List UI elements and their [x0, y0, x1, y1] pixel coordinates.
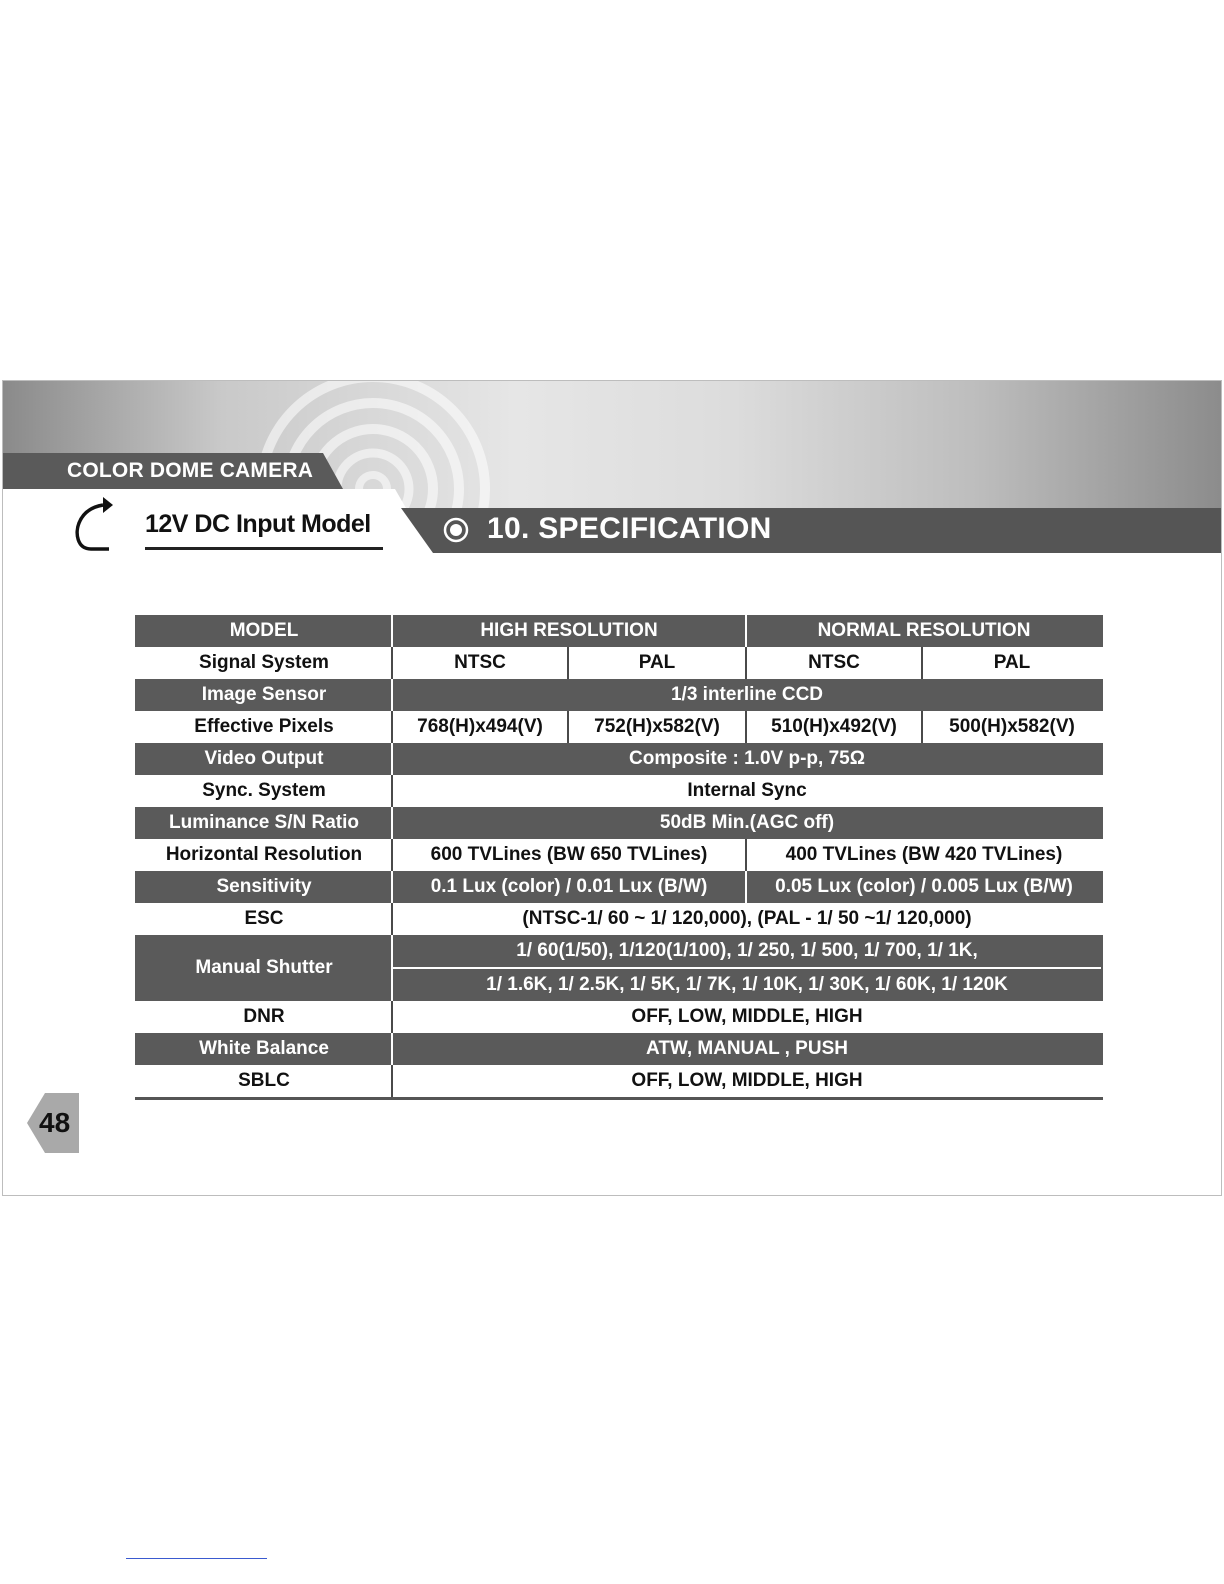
cell: 0.05 Lux (color) / 0.005 Lux (B/W): [746, 871, 1102, 903]
table-row: [136, 807, 1102, 839]
cell: PAL: [568, 647, 746, 679]
header-normal-resolution: NORMAL RESOLUTION: [746, 615, 1102, 647]
model-label: 12V DC Input Model: [145, 510, 371, 538]
footer-rule: [126, 1558, 267, 1559]
cell: NTSC: [392, 647, 568, 679]
row-label: Effective Pixels: [136, 711, 392, 743]
table-row: [136, 743, 1102, 775]
cell: ATW, MANUAL , PUSH: [392, 1033, 1102, 1065]
table-header-row: [136, 615, 1102, 647]
cell: Composite : 1.0V p-p, 75Ω: [392, 743, 1102, 775]
cell: 600 TVLines (BW 650 TVLines): [392, 839, 746, 871]
row-label: Horizontal Resolution: [136, 839, 392, 871]
table-row: [136, 679, 1102, 711]
cell: OFF, LOW, MIDDLE, HIGH: [392, 1001, 1102, 1033]
cell: 500(H)x582(V): [922, 711, 1102, 743]
table-row: [136, 935, 1102, 968]
specification-table: [135, 615, 1103, 1100]
row-label: SBLC: [136, 1065, 392, 1099]
row-label: Luminance S/N Ratio: [136, 807, 392, 839]
table-row: [136, 1065, 1102, 1099]
cell: 400 TVLines (BW 420 TVLines): [746, 839, 1102, 871]
cell: 1/3 interline CCD: [392, 679, 1102, 711]
row-label: ESC: [136, 903, 392, 935]
table-row: [136, 775, 1102, 807]
cell: 0.1 Lux (color) / 0.01 Lux (B/W): [392, 871, 746, 903]
row-label: Manual Shutter: [136, 935, 392, 1001]
header-model: MODEL: [136, 615, 392, 647]
table-row: [136, 1001, 1102, 1033]
cell: NTSC: [746, 647, 922, 679]
cell: OFF, LOW, MIDDLE, HIGH: [392, 1065, 1102, 1099]
cell: (NTSC-1/ 60 ~ 1/ 120,000), (PAL - 1/ 50 ~1/ 120,000): [392, 903, 1102, 935]
section-title: 10. SPECIFICATION: [487, 512, 772, 545]
table-row: [136, 839, 1102, 871]
cell: 1/ 1.6K, 1/ 2.5K, 1/ 5K, 1/ 7K, 1/ 10K, 1/ 30K, 1/ 60K, 1/ 120K: [392, 968, 1102, 1001]
cell: 510(H)x492(V): [746, 711, 922, 743]
row-label: DNR: [136, 1001, 392, 1033]
table-row: [136, 871, 1102, 903]
table-row: [136, 1033, 1102, 1065]
cell: PAL: [922, 647, 1102, 679]
row-label: Sync. System: [136, 775, 392, 807]
table-row: [136, 647, 1102, 679]
header-high-resolution: HIGH RESOLUTION: [392, 615, 746, 647]
table-row: [136, 711, 1102, 743]
table-row: [136, 903, 1102, 935]
row-label: Signal System: [136, 647, 392, 679]
cell: 1/ 60(1/50), 1/120(1/100), 1/ 250, 1/ 500, 1/ 700, 1/ 1K,: [392, 935, 1102, 968]
row-label: White Balance: [136, 1033, 392, 1065]
row-label: Sensitivity: [136, 871, 392, 903]
cell: 50dB Min.(AGC off): [392, 807, 1102, 839]
curved-arrow-icon: [69, 493, 129, 557]
row-label: Video Output: [136, 743, 392, 775]
product-label: COLOR DOME CAMERA: [67, 459, 314, 482]
cell: Internal Sync: [392, 775, 1102, 807]
row-label: Image Sensor: [136, 679, 392, 711]
model-underline: [145, 547, 383, 550]
cell: 752(H)x582(V): [568, 711, 746, 743]
bullseye-icon: [443, 517, 469, 543]
manual-page: [2, 380, 1222, 1196]
cell: 768(H)x494(V): [392, 711, 568, 743]
page-number: 48: [39, 1107, 71, 1138]
